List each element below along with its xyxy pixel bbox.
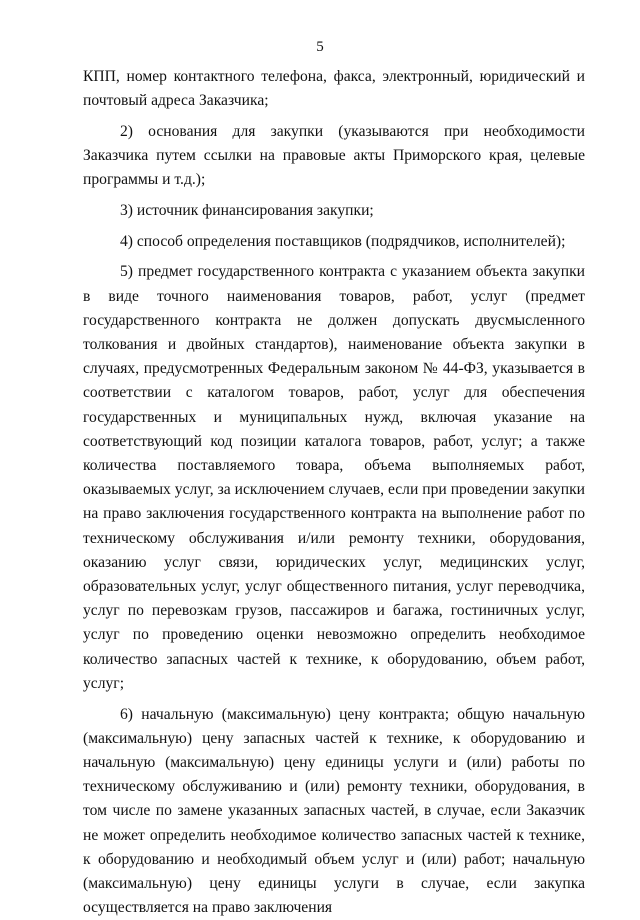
paragraph-item-2: 2) основания для закупки (указываются при необходимости Заказчика путем ссылки на правовые акты Приморского края, целевые программы и т.д.); [83,122,585,189]
document-body [83,65,585,920]
paragraph-continuation: КПП, номер контактного телефона, факса, электронный, юридический и почтовый адреса Заказчика; [83,68,585,110]
paragraph-item-5: 5) предмет государственного контракта с указанием объекта закупки в виде точного наименования товаров, работ, услуг (предмет государственного контракта не должен допускать двусмысленного толкования и двойных стандартов), наименование объекта закупки в случаях, предусмотренных Федеральным законом № 44-ФЗ, указывается в соответствии с каталогом товаров, работ, услуг для обеспечения государственных и муниципальных нужд, включая указание на соответствующий код позиции каталога товаров, работ, услуг; а также количества поставляемого товара, объема выполняемых работ, оказываемых услуг, за исключением случаев, если при проведении закупки на право заключения государственного контракта на выполнение работ по техническому обслуживания и/или ремонту техники, оборудования, оказанию услуг связи, юридических услуг, медицинских услуг, образовательных услуг, услуг общественного питания, услуг переводчика, услуг по перевозкам грузов, пассажиров и багажа, гостиничных услуг, услуг по проведению оценки невозможно определить необходимое количество запасных частей к технике, к оборудованию, объем работ, услуг; [83,263,585,692]
page-number: 5 [316,39,324,55]
paragraph-item-6: 6) начальную (максимальную) цену контракта; общую начальную (максимальную) цену запасных частей к технике, к оборудованию и начальную (максимальную) цену единицы услуги и (или) работы по техническому обслуживанию и (или) ремонту техники, оборудования, в том числе по замене указанных запасных частей, в случае, если Заказчик не может определить необходимое количество запасных частей к технике, к оборудованию и необходимый объем услуг и (или) работ; начальную (максимальную) цену единицы услуги в случае, если закупка осуществляется на право заключения [83,705,585,917]
paragraph-item-3: 3) источник финансирования закупки; [120,202,374,220]
paragraph-item-4: 4) способ определения поставщиков (подрядчиков, исполнителей); [120,232,566,250]
